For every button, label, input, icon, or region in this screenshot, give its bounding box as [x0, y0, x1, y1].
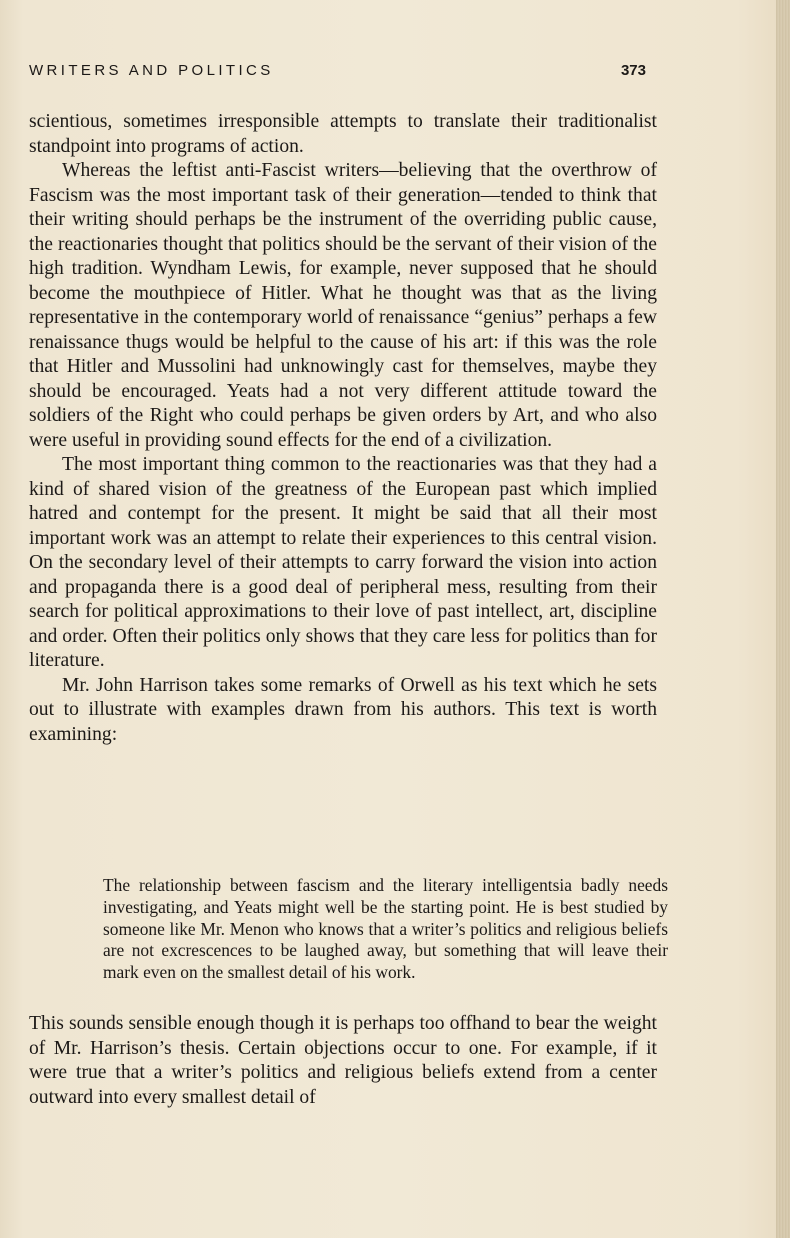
page-number: 373	[620, 62, 646, 79]
orwell-quotation: The relationship between fascism and the literary intelligentsia badly needs investigating, and Yeats might well be the starting point. He is best studied by someone like Mr. Menon who knows that a writer’s politics and religious beliefs are not excrescences to be laughed away, but something that will leave their mark even on the smallest detail of his work.	[103, 875, 668, 982]
body-text-upper	[29, 110, 657, 747]
paragraph-continued: scientious, sometimes irresponsible attempts to translate their traditionalist standpoint into programs of action.	[29, 111, 657, 157]
page-header	[29, 62, 646, 86]
body-text-lower	[29, 1012, 657, 1110]
paragraph-leftist-writers: Whereas the leftist anti-Fascist writers—believing that the overthrow of Fascism was the most important task of their generation—tended to think that their writing should perhaps be the instrument of the overriding public cause, the reactionaries thought that politics should be the servant of their vision of the high tradition. Wyndham Lewis, for example, never supposed that he should become the mouthpiece of Hitler. What he thought was that as the living representative in the contemporary world of renaissance “genius” perhaps a few renaissance thugs would be helpful to the cause of his art: if this was the role that Hitler and Mussolini had unknowingly cast for themselves, maybe they should be encouraged. Yeats had a not very different attitude toward the soldiers of the Right who could perhaps be given orders by Art, and who also were useful in providing sound effects for the end of a civilization.	[29, 160, 657, 451]
running-head: WRITERS AND POLITICS	[29, 62, 274, 79]
paragraph-objections: This sounds sensible enough though it is perhaps too offhand to bear the weight of Mr. Harrison’s thesis. Certain objections occur to one. For example, if it were true that a writer’s politics and religious beliefs extend from a center outward into every smallest detail of	[29, 1013, 657, 1108]
page-stack-edge	[776, 0, 790, 1238]
paragraph-harrison: Mr. John Harrison takes some remarks of Orwell as his text which he sets out to illustrate with examples drawn from his authors. This text is worth examining:	[29, 674, 657, 745]
paragraph-reactionaries: The most important thing common to the reactionaries was that they had a kind of shared vision of the greatness of the European past which implied hatred and contempt for the present. It might be said that all their most important work was an attempt to relate their experiences to this central vision. On the secondary level of their attempts to carry forward the vision into action and propaganda there is a good deal of peripheral mess, resulting from their search for political approximations to their love of past intellect, art, discipline and order. Often their politics only shows that they care less for politics than for literature.	[29, 454, 657, 671]
